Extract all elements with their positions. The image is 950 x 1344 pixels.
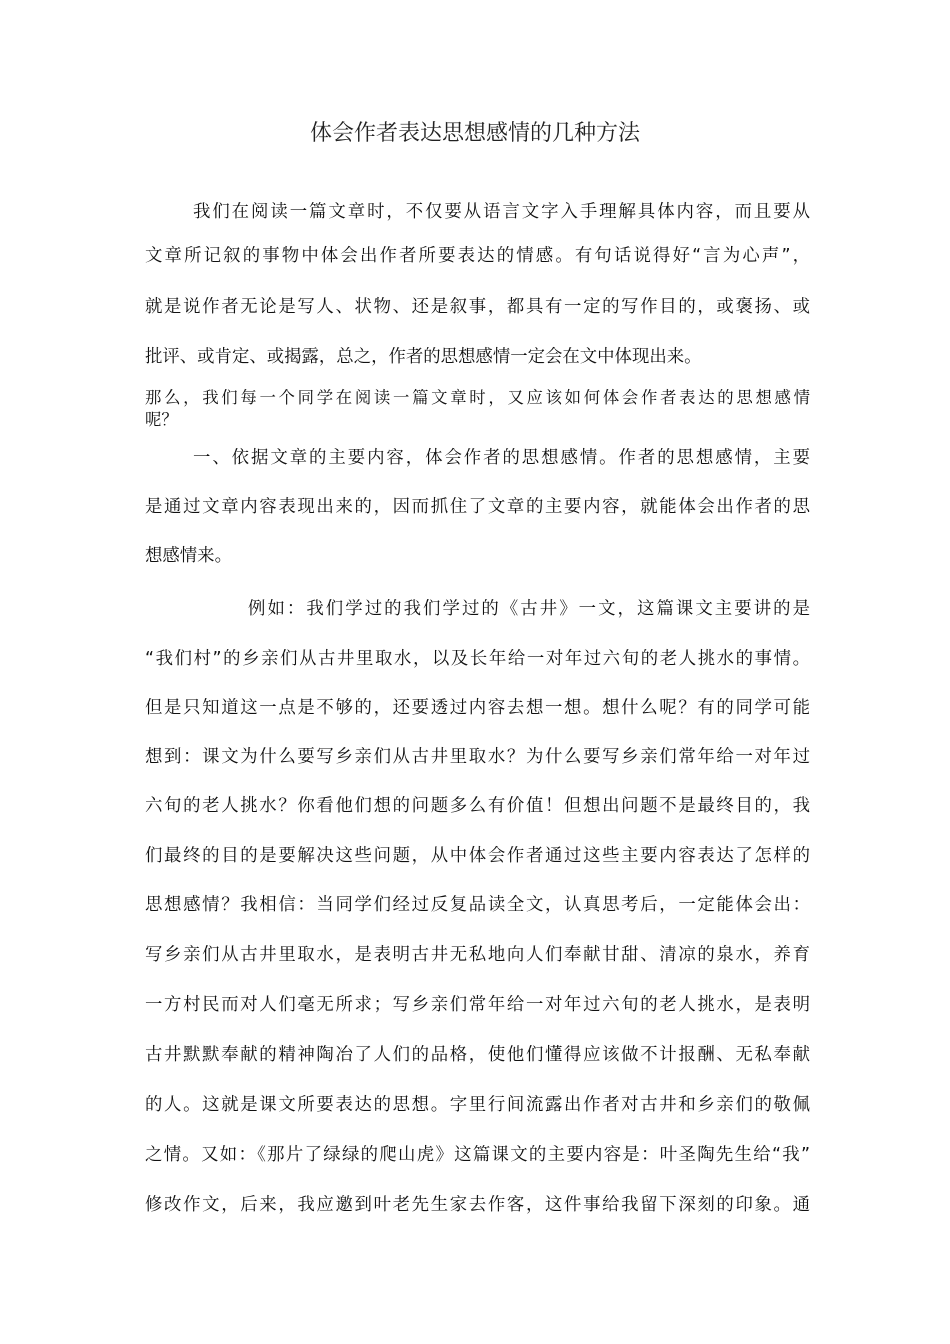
document-title: 体会作者表达思想感情的几种方法 — [309, 121, 640, 146]
intro-line-1: 我们在阅读一篇文章时，不仅要从语言文字入手理解具体内容，而且要从 — [193, 202, 810, 222]
example-line-1: 例如：我们学过的我们学过的《古井》一文，这篇课文主要讲的是 — [248, 599, 810, 619]
example-line-3: 但是只知道这一点是不够的，还要透过内容去想一想。想什么呢？有的同学可能 — [145, 698, 810, 718]
question-line-2: 呢？ — [145, 410, 178, 429]
example-line-5: 六旬的老人挑水？你看他们想的问题多么有价值！但想出问题不是最终目的，我 — [145, 796, 810, 816]
example-line-2: “我们村”的乡亲们从古井里取水，以及长年给一对年过六旬的老人挑水的事情。 — [145, 649, 810, 669]
example-line-7: 思想感情？我相信：当同学们经过反复品读全文，认真思考后，一定能体会出： — [145, 895, 810, 915]
example-line-9: 一方村民而对人们毫无所求；写乡亲们常年给一对年过六旬的老人挑水，是表明 — [145, 995, 810, 1015]
example-line-6: 们最终的目的是要解决这些问题，从中体会作者通过这些主要内容表达了怎样的 — [145, 846, 810, 866]
example-line-11: 的人。这就是课文所要表达的思想。字里行间流露出作者对古井和乡亲们的敬佩 — [145, 1095, 810, 1115]
intro-line-3: 就是说作者无论是写人、状物、还是叙事，都具有一定的写作目的，或褒扬、或 — [145, 297, 810, 317]
example-line-12: 之情。又如：《那片了绿绿的爬山虎》这篇课文的主要内容是：叶圣陶先生给“我” — [145, 1145, 810, 1165]
example-line-4: 想到：课文为什么要写乡亲们从古井里取水？为什么要写乡亲们常年给一对年过 — [145, 747, 810, 767]
question-line-1: 那么，我们每一个同学在阅读一篇文章时，又应该如何体会作者表达的思想感情 — [145, 388, 810, 407]
example-line-13: 修改作文，后来，我应邀到叶老先生家去作客，这件事给我留下深刻的印象。通 — [145, 1195, 810, 1215]
example-line-10: 古井默默奉献的精神陶冶了人们的品格，使他们懂得应该做不计报酬、无私奉献 — [145, 1045, 810, 1065]
section1-line-1: 一、依据文章的主要内容，体会作者的思想感情。作者的思想感情，主要 — [193, 448, 810, 468]
example-line-8: 写乡亲们从古井里取水，是表明古井无私地向人们奉献甘甜、清凉的泉水，养育 — [145, 945, 810, 965]
intro-line-4: 批评、或肯定、或揭露，总之，作者的思想感情一定会在文中体现出来。 — [145, 347, 702, 367]
section1-line-3: 想感情来。 — [145, 546, 232, 566]
intro-line-2: 文章所记叙的事物中体会出作者所要表达的情感。有句话说得好“言为心声”， — [145, 246, 810, 266]
section1-line-2: 是通过文章内容表现出来的，因而抓住了文章的主要内容，就能体会出作者的思 — [145, 497, 810, 517]
